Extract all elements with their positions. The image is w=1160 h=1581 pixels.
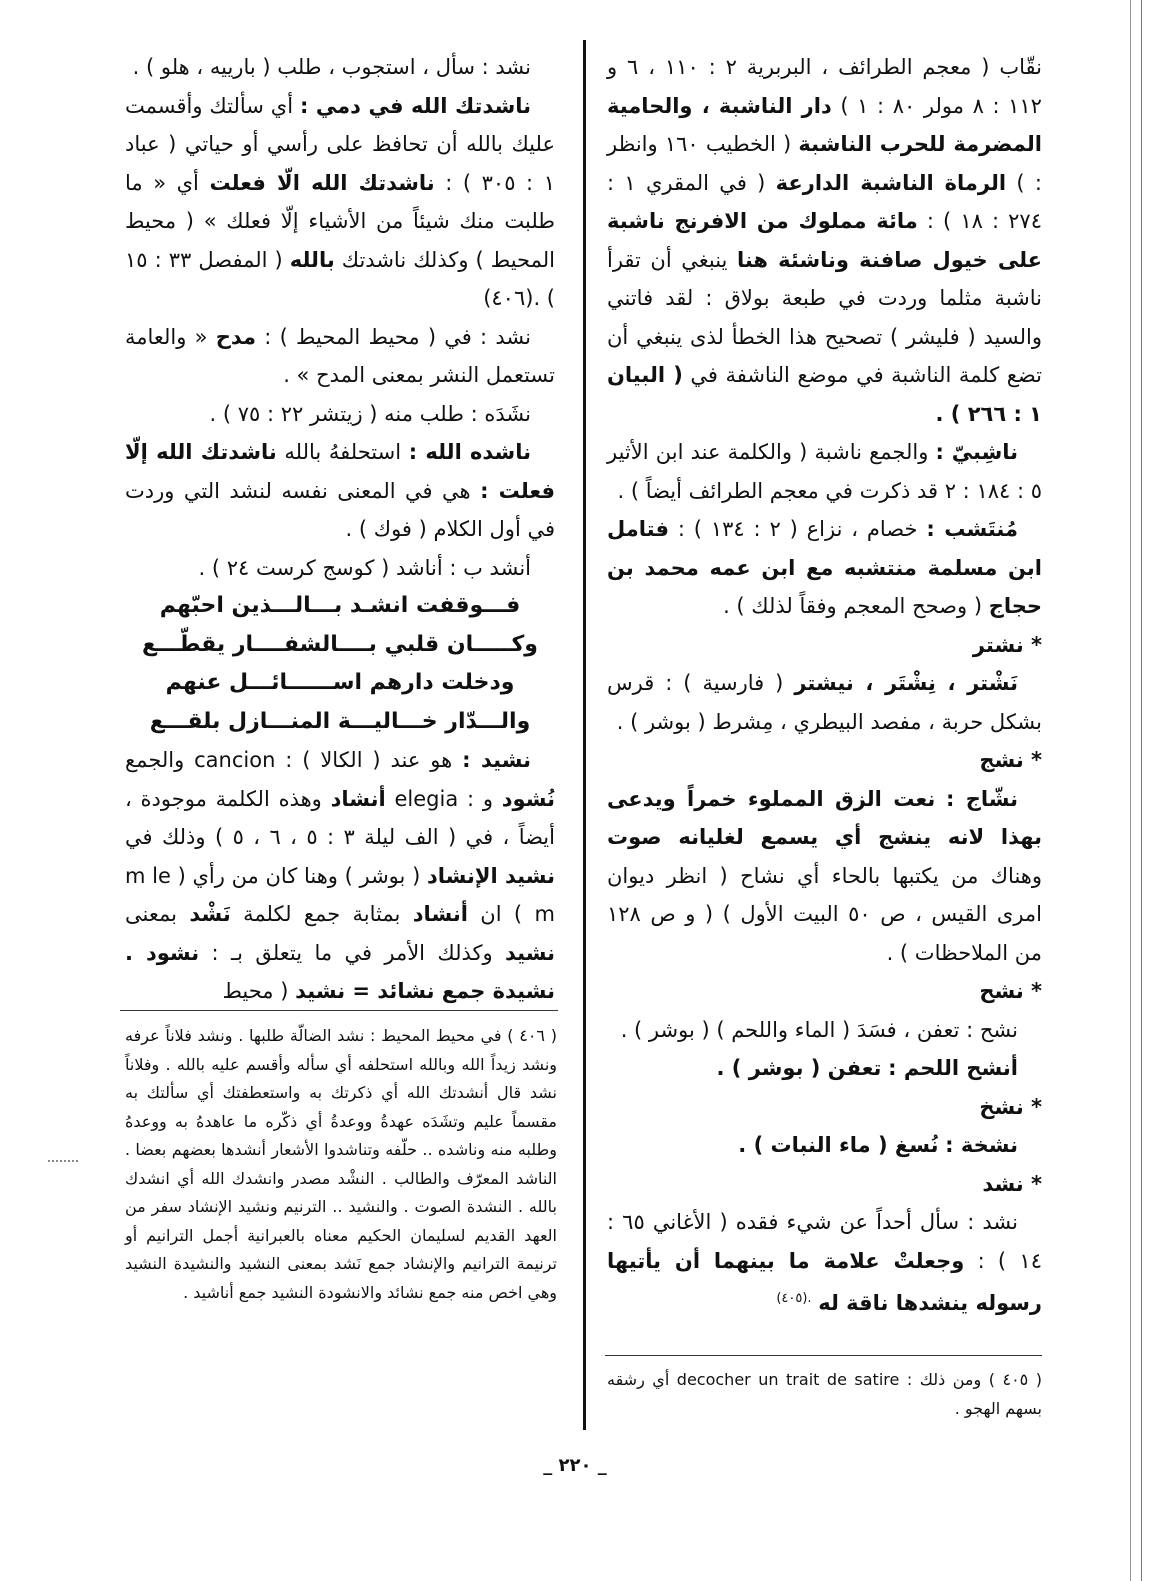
paragraph: نشد : سأل ، استجوب ، طلب ( بارييه ، هلو ) .: [132, 55, 531, 79]
verse-line: والـــدّار خـــاليـــة المنـــازل بلقـــع: [149, 708, 531, 734]
paragraph: نشد : في ( محيط المحيط ) : مدح « والعامة تستعمل النشر بمعنى المدح » .: [125, 324, 555, 387]
entry-heading: * نشح: [979, 979, 1042, 1003]
footnote-rule: [120, 1010, 558, 1011]
verse-line: ودخلت دارهم اســــــائـــل عنهم: [165, 670, 515, 695]
right-column: [607, 48, 1042, 1323]
paragraph: مُنتَشب : خصام ، نزاع ( ٢ : ١٣٤ ) : فتامل ابن مسلمة منتشبه مع ابن عمه محمد بن حجاج ( وصحح المعجم وفقاً لذلك ) .: [607, 517, 1042, 618]
paragraph: أنشد ب : أناشد ( كوسج كرست ٢٤ ) .: [198, 555, 531, 580]
paragraph: نشيد : هو عند ( الكالا ) : cancion والجمع نُشود و : elegia أنشاد وهذه الكلمة موجودة ، أيضاً ، في ( الف ليلة ٣ : ٥ ، ٦ ، ٥ ) وذلك في نشيد الإنشاد ( بوشر ) وهنا كان من رأي ( m le m ) ان أنشاد بمثابة جمع لكلمة نَشْد بمعنى نشيد وكذلك الأمر في ما يتعلق بـ : نشود . نشيدة جمع نشائد = نشيد ( محيط: [125, 748, 555, 1003]
footnote: ( ٤٠٥ ) ومن ذلك : decocher un trait de satire أي رشقه بسهم الهجو .: [607, 1370, 1043, 1418]
page-edge-line: [1130, 0, 1131, 1581]
paragraph: نشد : سأل أحداً عن شيء فقده ( الأغاني ٦٥ : ١٤ ) : وجعلتْ علامة ما بينهما أن يأتيها رسوله ينشدها ناقة له $^{.(٤٠٥)}$: [607, 1210, 1042, 1315]
paragraph: ناشِبيّ : والجمع ناشبة ( والكلمة عند ابن الأثير ٥ : ١٨٤ : ٢ قد ذكرت في معجم الطرائف أيضاً ) .: [607, 440, 1042, 503]
paragraph: نشخة : نُسغ ( ماء النبات ) .: [738, 1133, 1018, 1157]
entry-heading: * نشتر: [972, 632, 1042, 657]
paragraph: ناشده الله : استحلفهُ بالله ناشدتك الله إلّا فعلت : هي في المعنى نفسه لنشد التي وردت في أول الكلام ( فوك ) .: [125, 440, 555, 541]
left-column: [125, 48, 555, 1011]
paragraph: ناشدتك الله في دمي : أي سألتك وأقسمت عليك بالله أن تحافظ على رأسي أو حياتي ( عباد ١ : ٣٠٥ ) : ناشدتك الله الّا فعلت أي « ما طلبت منك شيئاً من الأشياء إلّا فعلك » ( محيط المحيط ) وكذلك ناشدتك بالله ( المفصل ٣٣ : ١٥ ) .(٤٠٦): [125, 93, 555, 310]
page-number: _ ٢٢٠ _: [543, 1455, 607, 1476]
paragraph: نقّاب ( معجم الطرائف ، البربرية ٢ : ١١٠ ، ٦ و ١١٢ : ٨ مولر ٨٠ : ١ ) دار الناشبة ، والحامية المضرمة للحرب الناشبة ( الخطيب ١٦٠ وانظر : ) الرماة الناشبة الدارعة ( في المقري ١ : ٢٧٤ : ١٨ ) : مائة مملوك من الافرنج ناشبة على خيول صافنة وناشئة هنا ينبغي أن تقرأ ناشبة مثلما وردت في طبعة بولاق : لقد فاتني والسيد ( فليشر ) تصحيح هذا الخطأ لذى ينبغي أن تضع كلمة الناشبة في موضع الناشفة في ( البيان ١ : ٢٦٦ ) .: [607, 55, 1042, 426]
entry-heading: * نشد: [982, 1171, 1042, 1196]
entry-heading: * نشج: [979, 748, 1042, 772]
footnote-rule: [605, 1355, 1042, 1356]
entry-heading: * نشخ: [979, 1094, 1042, 1119]
verse-line: وكـــــان قلبي بــــالشفــــار يقطّـــع: [142, 631, 538, 657]
page-edge-line: [1141, 0, 1142, 1581]
scan-mark: [48, 1160, 78, 1164]
paragraph: نشح : تعفن ، فسَدَ ( الماء واللحم ) ( بوشر ) .: [620, 1017, 1018, 1042]
paragraph: نشَدَه : طلب منه ( زيتشر ٢٢ : ٧٥ ) .: [209, 401, 531, 426]
paragraph: نَشْتر ، نِشْتَر ، نيشتر ( فارسية ) : قرس بشكل حربة ، مفصد البيطري ، مِشرط ( بوشر ) .: [607, 671, 1042, 734]
column-divider: [583, 40, 586, 1430]
footnote-ref: .(٤٠٥): [776, 1291, 812, 1306]
footnote: ( ٤٠٦ ) في محيط المحيط : نشد الضالّة طلبها . ونشد فلاناً عرفه ونشد زيداً الله وبالله استحلفه أي سأله وأقسم عليه بالله . وفلاناً نشد قال أنشدتك الله أي ذكرتك به واستعطفتك أي سألتك به مقسماً عليم وتشَدَه عهدةُ ووعدةُ أي ذكّره ما عاهدهُ به ووعدهُ وطلبه منه وناشده .. حلّفه وتناشدوا الأشعار أنشدها بعضهم بعضا . الناشد المعرّف والطالب . النشْد مصدر وانشدك الله أي انشدك بالله . النشدة الصوت . والنشيد .. الترنيم ونشيد الإنشاد سفر من العهد القديم لسليمان الحكيم معناه بالعبرانية أجمل الترانيم أو ترنيمة الترانيم والإنشاد جمع نَشد بمعنى النشيد والنشيدة النشيد وهي اخص منه جمع نشائد والانشودة النشيد جمع أناشيد .: [125, 1026, 558, 1302]
paragraph: أنشح اللحم : تعفن ( بوشر ) .: [716, 1056, 1018, 1080]
verse-line: فـــوقفت انشـد بـــالـــذين احبّهم: [159, 593, 521, 618]
paragraph: نشّاج : نعت الزق المملوء خمراً ويدعى بهذا لانه ينشج أي يسمع لغليانه صوت وهناك من يكتبها بالحاء أي نشاح ( انظر ديوان امرى القيس ، ص ٥٠ البيت الأول ) ( و ص ١٢٨ من الملاحظات ) .: [607, 786, 1042, 965]
